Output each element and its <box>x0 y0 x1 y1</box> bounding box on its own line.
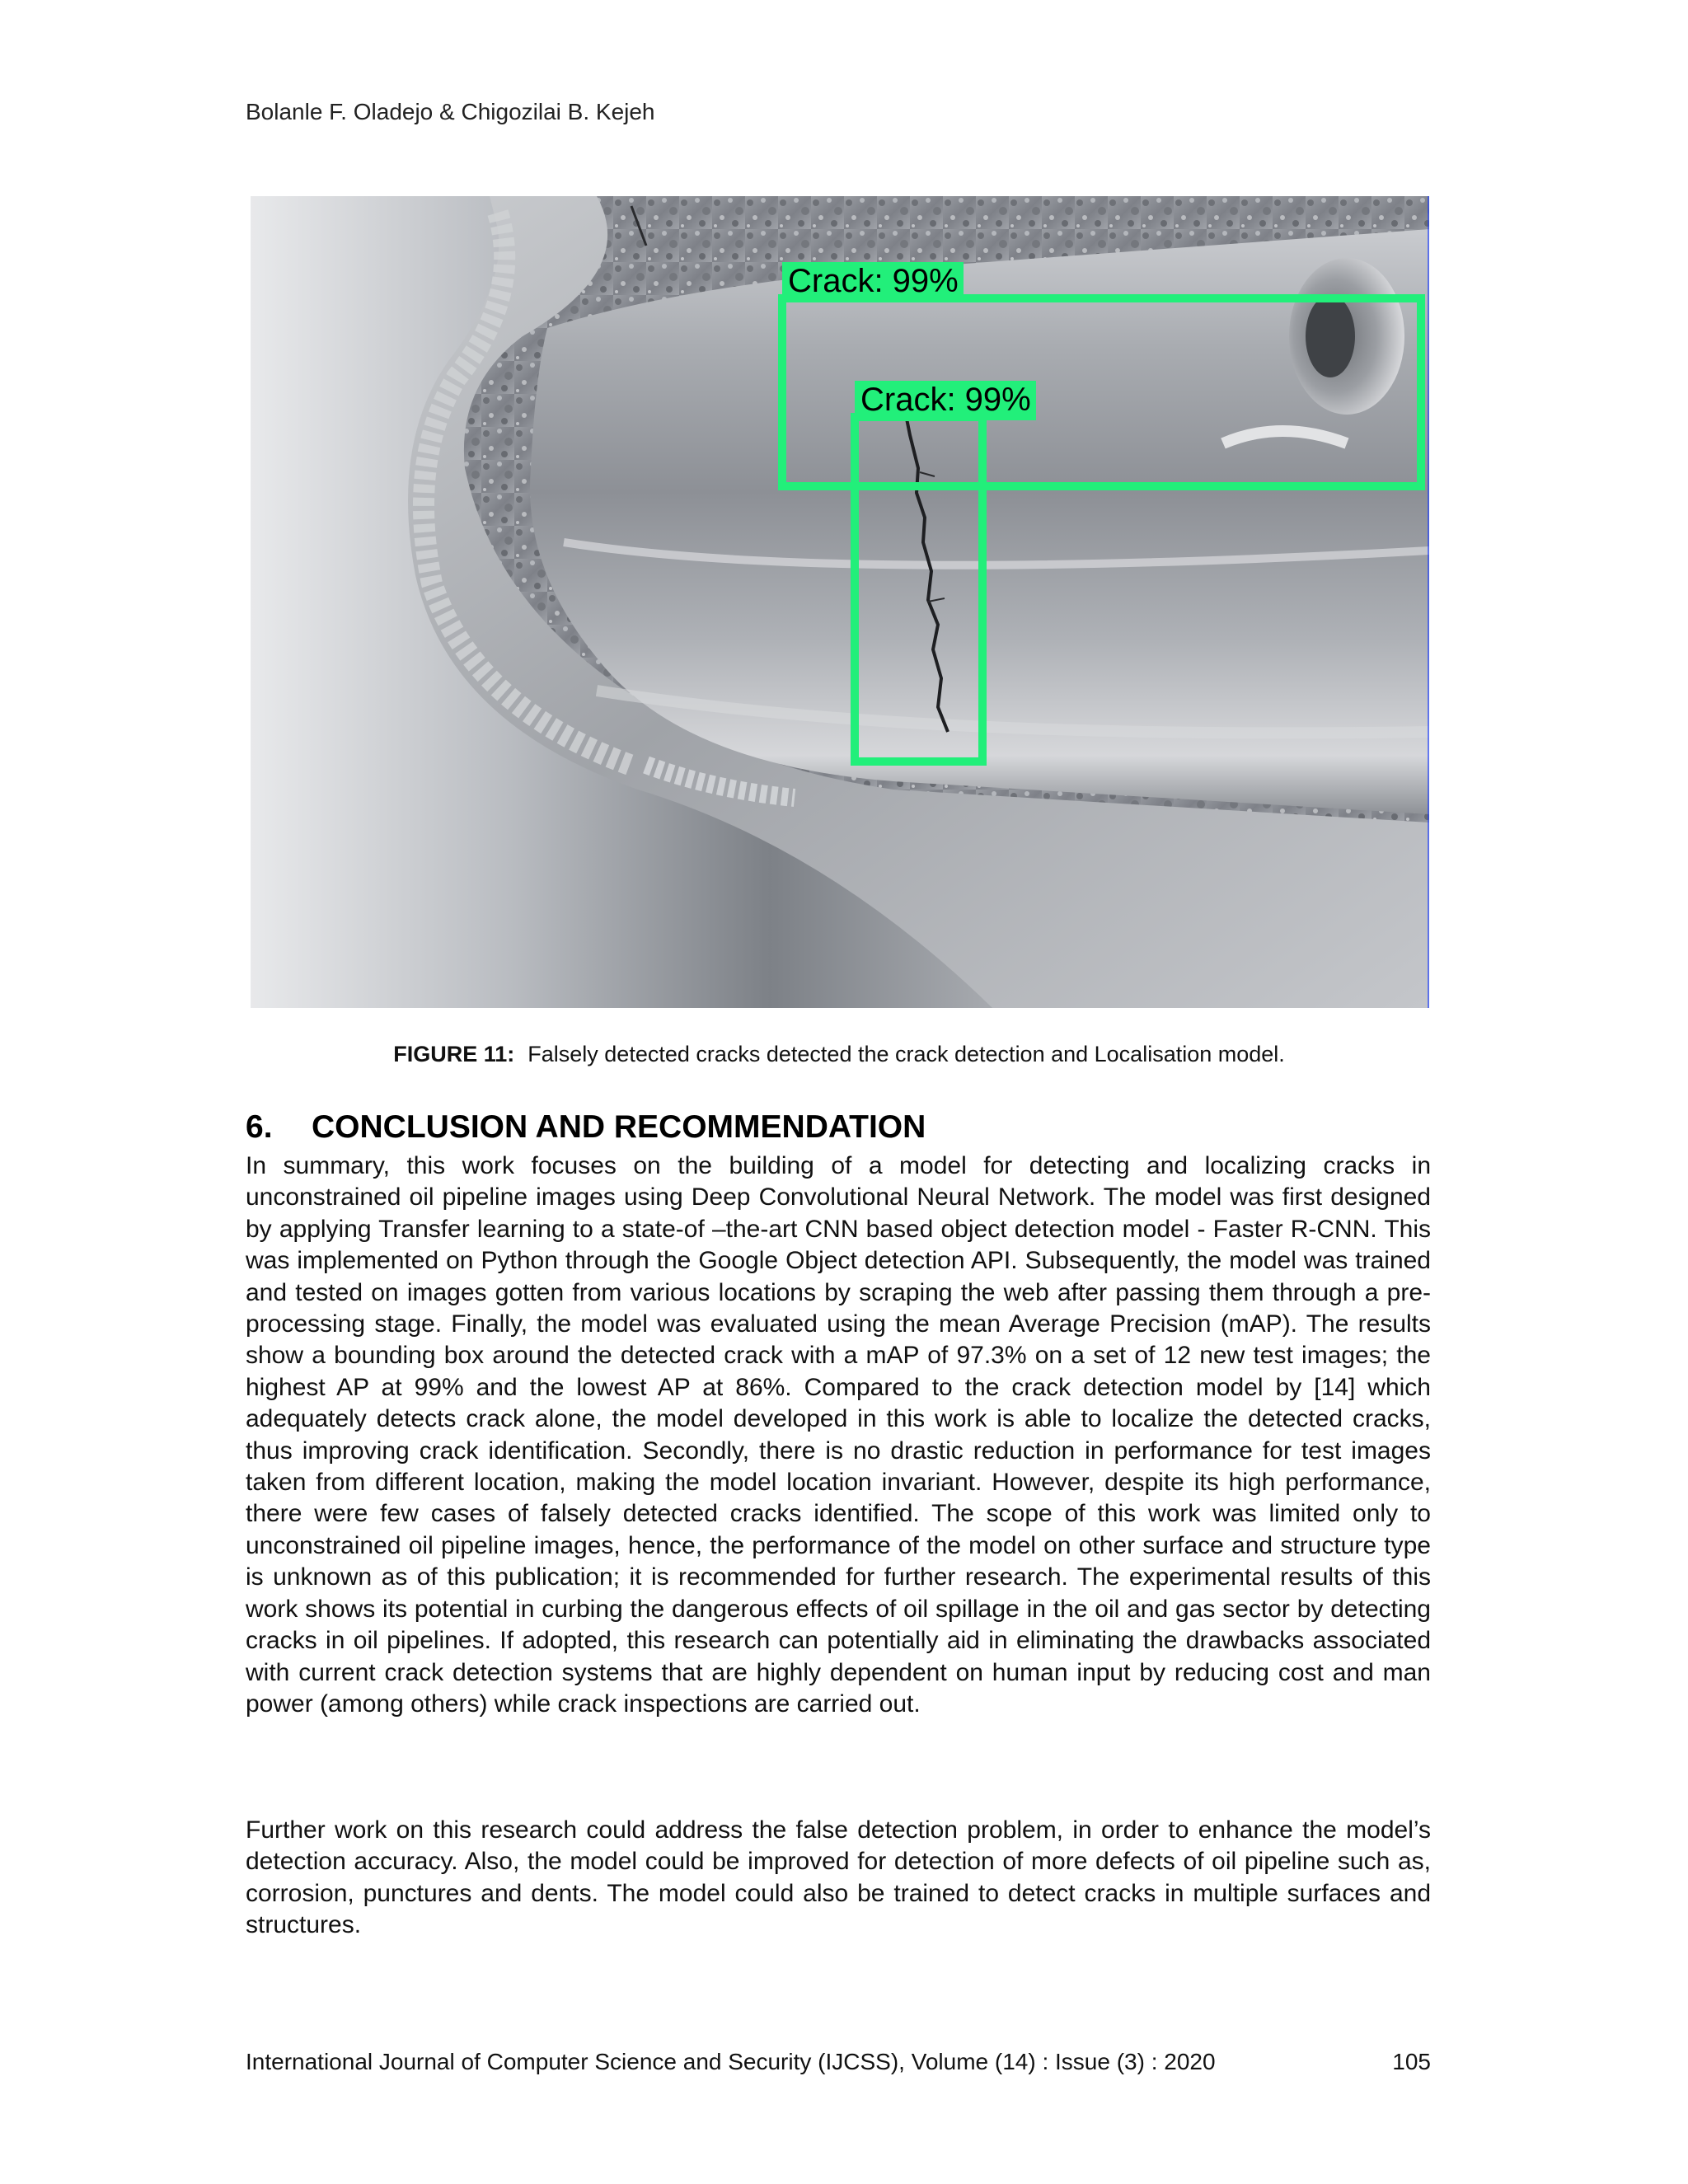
detection-label-1: Crack: 99% <box>788 263 959 299</box>
page-number: 105 <box>1392 2049 1431 2074</box>
figure-caption <box>246 1042 1432 1067</box>
body-paragraph-1: In summary, this work focuses on the building of a model for detecting and localizing cracks in unconstrained oil pipeline images using Deep Convolutional Neural Network. The model was first designed by applying Transfer learning to a state-of –the-art CNN based object detection model - Faster R-CNN. This was implemented on Python through the Google Object detection API. Subsequently, the model was trained and tested on images gotten from various locations by scraping the web after passing them through a pre-processing stage. Finally, the model was evaluated using the mean Average Precision (mAP). The results show a bounding box around the detected crack with a mAP of 97.3% on a set of 12 new test images; the highest AP at 99% and the lowest AP at 86%. Compared to the crack detection model by [14] which adequately detects crack alone, the model developed in this work is able to localize the detected cracks, thus improving crack identification. Secondly, there is no drastic reduction in performance for test images taken from different location, making the model location invariant. However, despite its high performance, there were few cases of falsely detected cracks identified. The scope of this work was limited only to unconstrained oil pipeline images, hence, the performance of the model on other surface and structure type is unknown as of this publication; it is recommended for further research. The experimental results of this work shows its potential in curbing the dangerous effects of oil spillage in the oil and gas sector by detecting cracks in oil pipelines. If adopted, this research can potentially aid in eliminating the drawbacks associated with current crack detection systems that are highly dependent on human input by reducing cost and man power (among others) while crack inspections are carried out. <box>246 1152 1431 1718</box>
detection-label-2: Crack: 99% <box>860 382 1031 418</box>
footer-journal: International Journal of Computer Science and Security (IJCSS), Volume (14) : Issue (3) : 2020 <box>246 2049 1216 2074</box>
figure-caption-text: Falsely detected cracks detected the crack detection and Localisation model. <box>528 1042 1285 1066</box>
page-footer <box>246 2049 1431 2075</box>
pipeline-crack-photo <box>251 196 1429 1008</box>
figure-11-photo <box>251 196 1429 1008</box>
figure-caption-label: FIGURE 11: <box>393 1042 515 1066</box>
section-number: 6. <box>246 1109 273 1145</box>
section-heading <box>246 1109 926 1146</box>
section-title: CONCLUSION AND RECOMMENDATION <box>312 1109 926 1145</box>
body-paragraph-2: Further work on this research could address the false detection problem, in order to enhance the model’s detection accuracy. Also, the model could be improved for detection of more defects of oil pipeline such as, corrosion, punctures and dents. The model could also be trained to detect cracks in multiple surfaces and structures. <box>246 1816 1431 1939</box>
running-head-authors: Bolanle F. Oladejo & Chigozilai B. Kejeh <box>246 99 655 124</box>
